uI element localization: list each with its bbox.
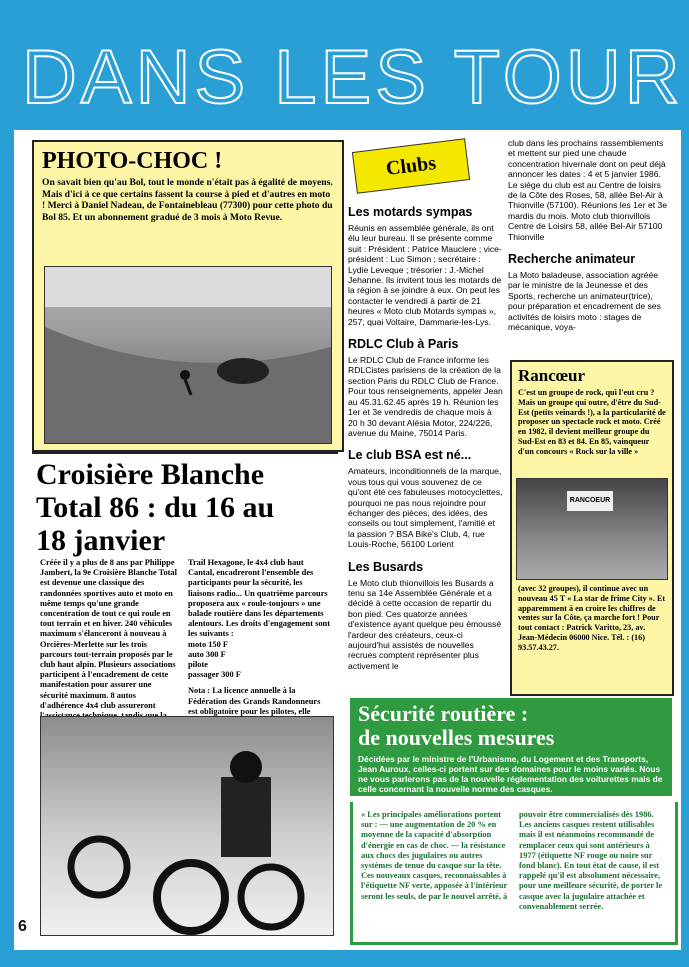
bsa-text: Amateurs, inconditionnels de la marque, vous tous qui vous souvenez de ce qu'ont été ces fabuleuses motocyclettes, pourquoi ne pas nous rejoindre pour échanger des pièces, des idées, des conseils ou tout simplement, l'amitié et la passion ? BSA Bike's Club, 4, rue Louis-Roche, 56100 Lorient — [348, 466, 503, 550]
securite-col-1: « Les principales améliorations portent sur : — une augmentation de 20 % en moyenne de la capacité d'absorption d'énergie en cas de choc. — la résistance aux chocs des jugulaires ou autres systèmes de tenue du casque sur la tête. Ces nouveaux casques, reconnaissables à l'étiquette NF verte, apposée à l'intérieur seront les seuls, de par le nouvel arrêté, à — [361, 810, 508, 901]
croisiere-title: Croisière Blanche Total 86 : du 16 au 18 janvier — [36, 458, 275, 557]
price-moto: moto 150 F — [188, 639, 229, 649]
croisiere-photo — [40, 716, 334, 936]
rancoeur-photo — [516, 478, 668, 580]
securite-columns — [350, 802, 678, 945]
right-column — [508, 138, 668, 333]
croisiere-col-2-text: Trail Hexagone, le 4x4 club haut Cantal, encadreront l'ensemble des participants pour la sécurité, les liaisons radio... Un quatrième parcours proposera aux « roule-toujours » une balade routière dans les départements alentours. Les droits d'engagement sont les suivants : — [188, 558, 330, 639]
busards-continued-text: club dans les prochains rassemblements et mettent sur pied une chaude concentration hivernale dont on peut déjà annoncer les dates : 4 et 5 janvier 1986. Le siège du club est au Centre de loisirs de la Côte des Roses, 58, allée Bel-Air à Thionville (57100). Réunions les 1er et 3e mardis du mois. Moto club thionvillois Centre de Loisirs 58, allée Bel-Air 57100 Thionville — [508, 138, 668, 242]
rancoeur-title: Rancœur — [518, 366, 586, 385]
croisiere-note: Nota : La licence annuelle à la Fédération des Grands Randonneurs est obligatoire pour les pilotes, elle — [188, 686, 321, 716]
photo-choc-image — [44, 266, 332, 444]
securite-col-2: pouvoir être commercialisés dès 1986. Les anciens casques restent utilisables mais il est néanmoins recommandé de remplacer ceux qui sont antérieurs à 1977 (étiquette NF rouge ou noire sur fond blanc). En tout état de cause, il est rappelé qu'il est absolument nécessaire, pour une meilleure sécurité, de porter le casque avec la jugulaire attachée et convenablement serrée. — [519, 810, 663, 911]
photo-choc-text: On savait bien qu'au Bol, tout le monde n'était pas à égalité de moyens. Mais d'ici à ce que certains fassent la course à pied et d'autres en moto ! Merci à Daniel Nadeau, de Fontainebleau (77300) pour cette photo du Bol 85. Et un abonnement gradué de 3 mois à Moto Revue. — [42, 177, 333, 223]
clubs-column — [348, 205, 503, 671]
securite-title-2: de nouvelles mesures — [358, 725, 555, 750]
photo-choc-box — [32, 140, 344, 452]
racing-photo-icon — [45, 267, 331, 443]
motards-title: Les motards sympas — [348, 205, 473, 219]
rancoeur-box — [510, 360, 674, 696]
rancoeur-text: C'est un groupe de rock, qui l'eut cru ? Mais un groupe qui outre, d'être du Sud-Est (petits veinards !), a la particularité de proposer un spectacle rock et moto. Créé en 1982, il devient meilleur groupe du Sud-Est en 83 et 84. En 85, vainqueur d'un concours « Rock sur la ville » — [518, 388, 666, 456]
animateur-title: Recherche animateur — [508, 252, 636, 267]
rancoeur-text-2: (avec 32 groupes), il continue avec un nouveau 45 T « La star de frime City ». Et apparemment à en croire les chiffres de ventes sur la Côte, ça marche fort ! Pour tout contact : Patrick Varitto, 23, av. Jean-Médecin 06000 Nice. Tél. : (16) 93.57.43.27. — [518, 584, 666, 652]
snow-motorcycle-icon — [41, 717, 333, 935]
rancoeur-banner: RANCOEUR — [567, 491, 613, 511]
price-passager: passager 300 F — [188, 670, 241, 680]
securite-box — [350, 698, 672, 796]
animateur-text: La Moto baladeuse, association agréée par le ministre de la Jeunesse et des Sports, recherche un animateur(trice), pour préparation et encadrement de ses activités de loisirs moto : stages de mécanique, voya- — [508, 270, 661, 333]
page-number: 6 — [18, 918, 27, 935]
securite-intro: Décidées par le ministre de l'Urbanisme, du Logement et des Transports, Jean Auroux, celles-ci portent sur des domaines pour le moins variés. Nous ne vous parlerons pas de la nouvelle réglementation des voiturettes mais de celle concernant la nouvelle norme des casques. — [358, 754, 663, 794]
croisiere-box — [32, 452, 338, 944]
croisiere-col-1: Créée il y a plus de 8 ans par Philippe Jambert, la 9e Croisière Blanche Total est devenue une classique des randonnées sportives auto et moto en même temps qu'une grande concentration de tout ce qui roule en tout terrain et en hiver. 240 véhicules maximum s'élanceront à nouveau à Orcières-Merlette sur les trois parcours tout-terrain proposés par le club haut alpin. Plusieurs associations participent à l'encadrement de cette manifestation pour assurer une sécurité maximum. 8 autos d'adhérence 4x4 club assureront — [40, 558, 177, 710]
rdlc-title: RDLC Club à Paris — [348, 337, 459, 352]
busards-text: Le Moto club thionvillois les Busards a tenu sa 14e Assemblée Générale et a décidé à cette occasion de repartir du bon pied. Ces quatorze années d'existence ayant quelque peu émoussé l'ardeur des créateurs, ceux-ci aujourd'hui assistés de nouvelles recrues comptent représenter plus activement le — [348, 577, 502, 671]
photo-choc-title: PHOTO-CHOC ! — [42, 148, 223, 174]
clubs-label: Clubs — [352, 138, 470, 194]
rdlc-text: Le RDLC Club de France informe les RDLCistes parisiens de la création de la section Paris du RDLC Club de France. Pour tous renseignements, appeler Jean au 45.31.62.45 après 19 h. Réunion les 1er et 3e vendredis de chaque mois à 20 h 30 devant Alésia Motor, 224/226, avenue du Maine, 75014 Paris. — [348, 355, 503, 438]
croisiere-col-2 — [188, 558, 330, 727]
price-pilote: pilote — [188, 660, 209, 670]
securite-title-1: Sécurité routière : — [358, 701, 529, 726]
motards-text: Réunis en assemblée générale, ils ont élu leur bureau. Il se présente comme suit : Président : Patrice Mauclere ; vice-président : Luc Simon ; secrétaire : Lydie Leveque ; trésorier : J.-Michel Jehanne. Ils invitent tous les motards de la région à se joindre à eux. On peut les contacter le vendredi à partir de 21 heures « Moto club Motards sympas », 257, quai Voltaire, Dammarie-les-Lys. — [348, 223, 502, 327]
bsa-title: Le club BSA est né... — [348, 448, 472, 463]
price-auto: auto 300 F — [188, 649, 226, 659]
busards-title: Les Busards — [348, 559, 424, 574]
section-headline: DANS LES TOUR — [22, 35, 684, 120]
